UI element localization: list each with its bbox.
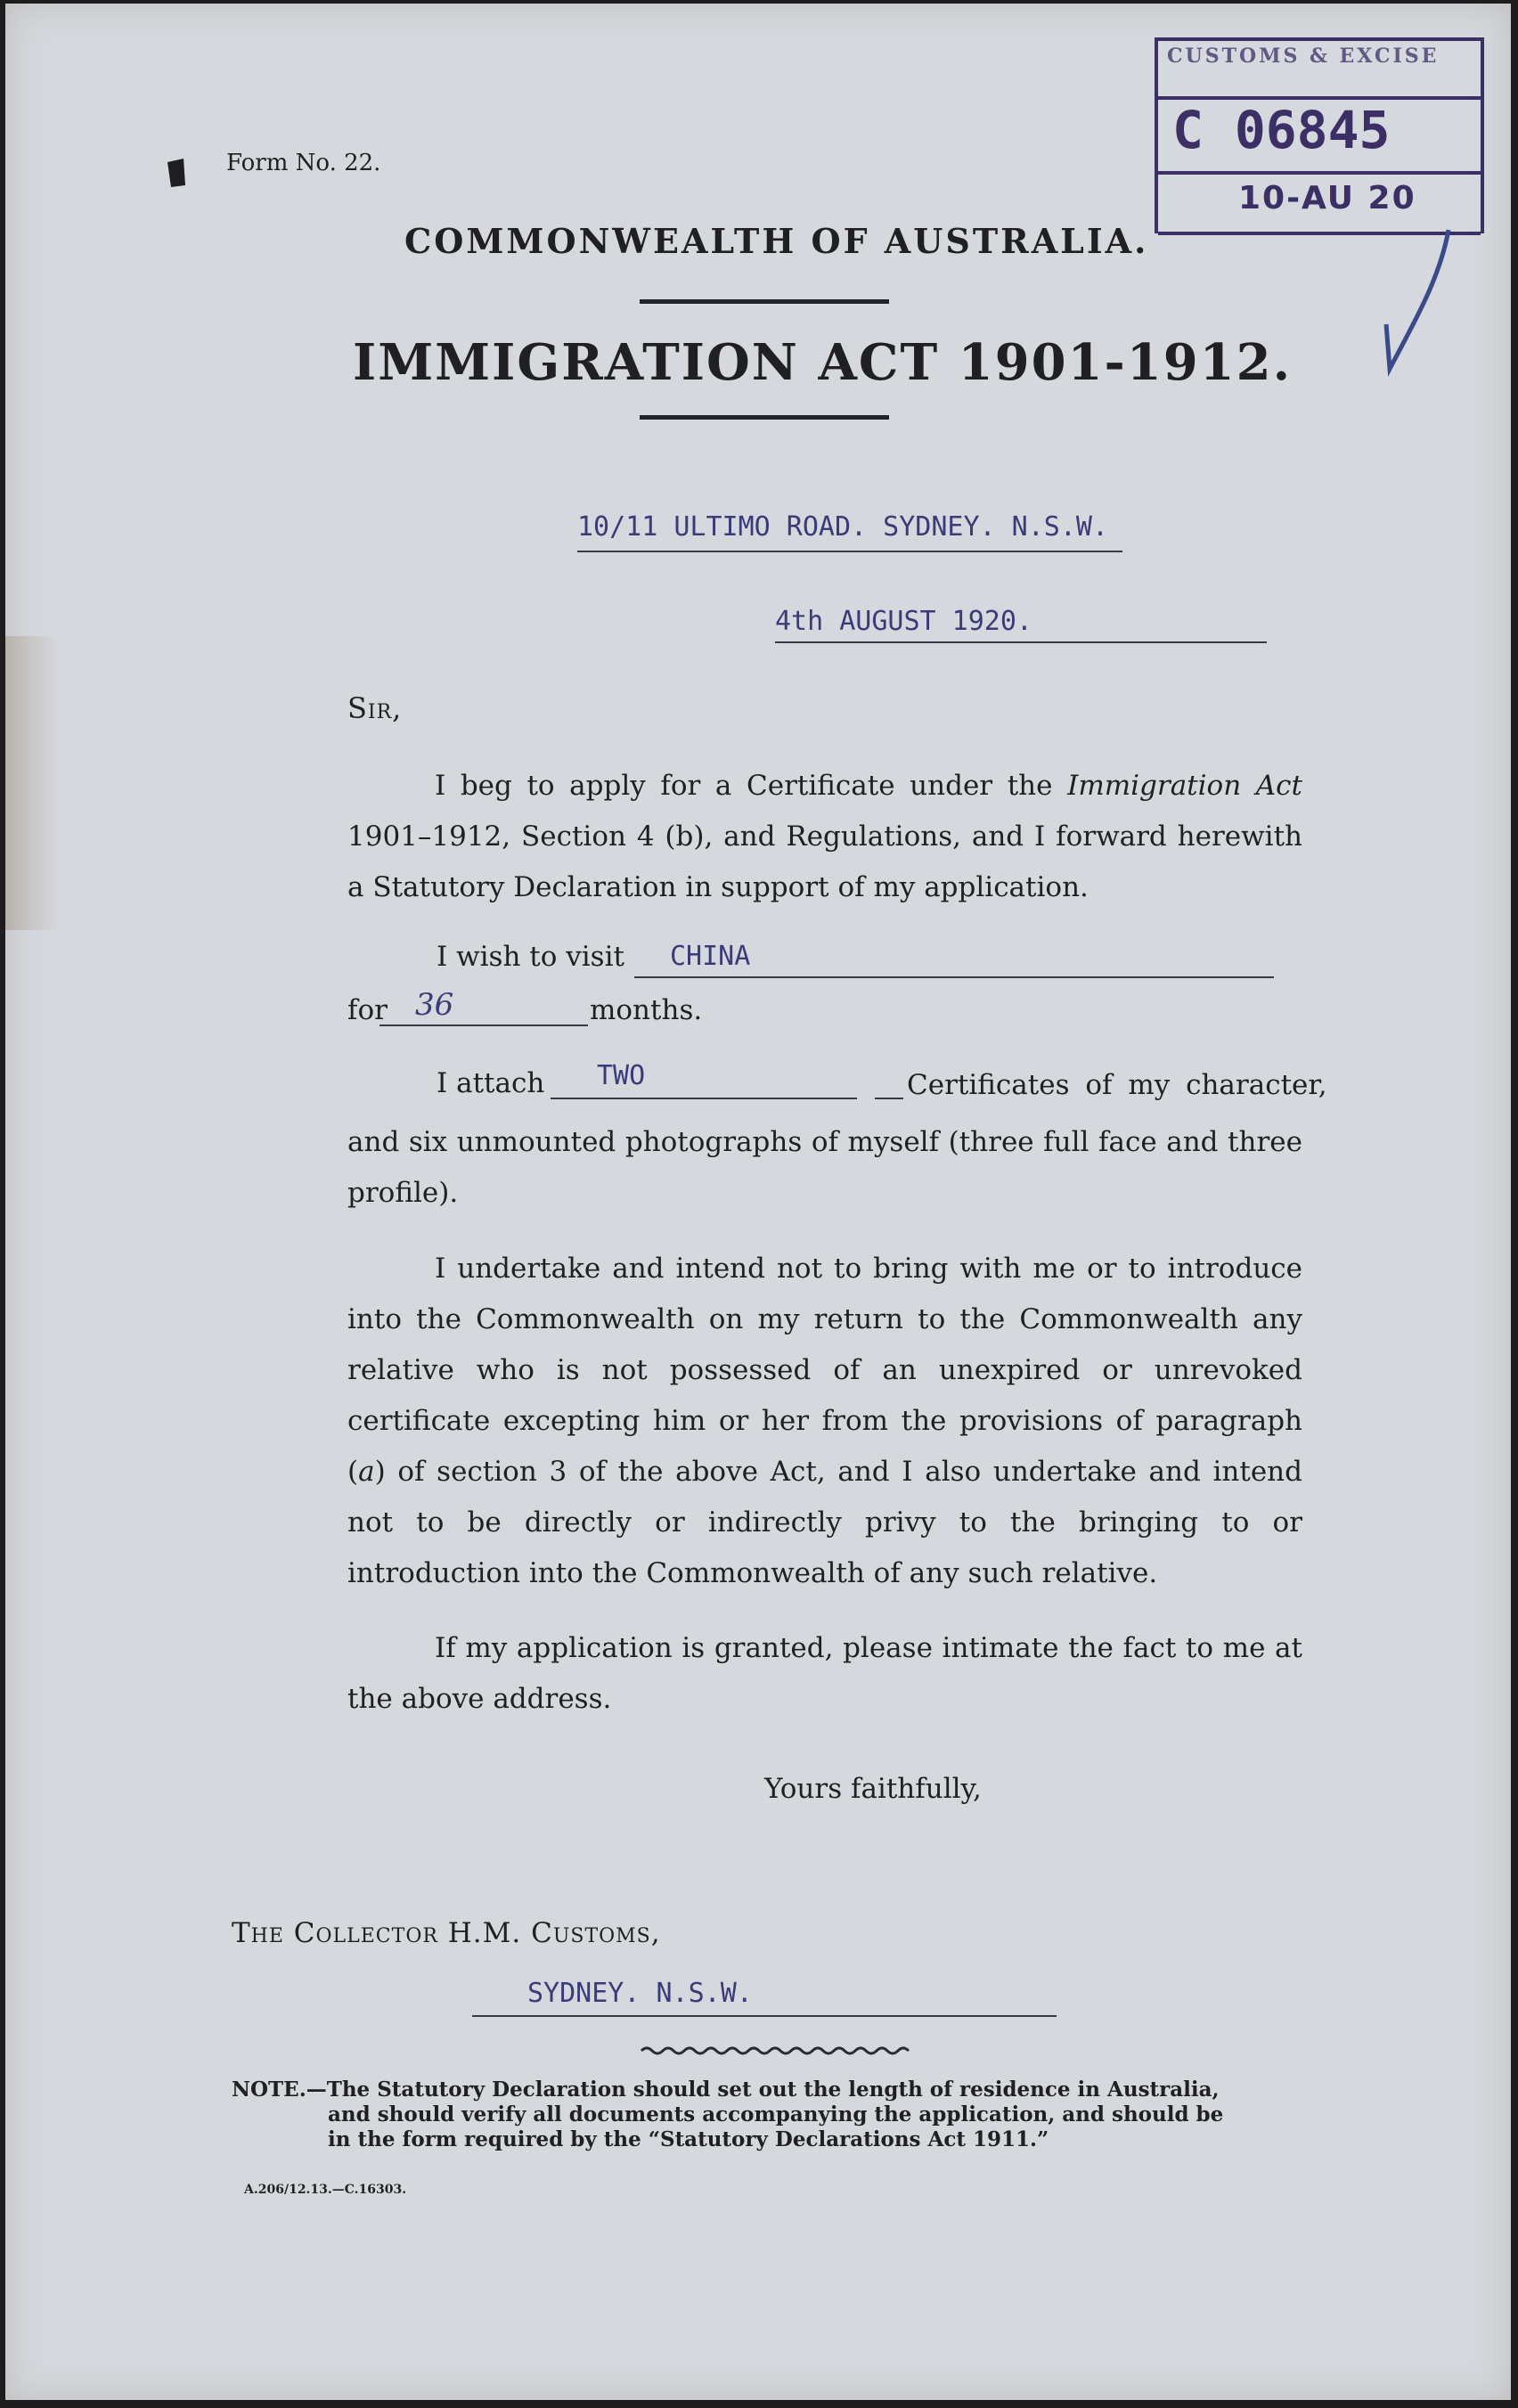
- duration-prefix: for: [347, 994, 388, 1026]
- tick-mark: [1377, 226, 1466, 378]
- salutation: Sir,: [347, 691, 403, 725]
- duration-months: 36: [415, 987, 454, 1023]
- attach-count: TWO: [597, 1060, 646, 1091]
- stamp-date: 10-AU 20: [1238, 180, 1416, 216]
- stamp-number: C 06845: [1172, 100, 1391, 160]
- note-label: NOTE.—: [232, 2077, 327, 2102]
- printer-code: A.206/12.13.—C.16303.: [244, 2183, 407, 2197]
- note-line-3: in the form required by the “Statutory Declarations Act 1911.”: [328, 2127, 1049, 2151]
- attach-after: Certificates of my character,: [907, 1069, 1327, 1101]
- document-page: [5, 4, 1511, 2400]
- stamp-header: CUSTOMS & EXCISE: [1167, 45, 1440, 68]
- application-paragraph: I beg to apply for a Certificate under the Immigration Act 1901–1912, Section 4 (b), and Regulations, and I forward herewith a Statutory Declaration in support of my application.: [347, 770, 1302, 903]
- note: [232, 2077, 1220, 2102]
- address: 10/11 ULTIMO ROAD. SYDNEY. N.S.W.: [577, 511, 1109, 543]
- hole-punch-mark: [160, 155, 192, 191]
- letter-date: 4th AUGUST 1920.: [775, 606, 1032, 637]
- form-number: Form No. 22.: [226, 150, 381, 176]
- divider-top: [640, 299, 889, 304]
- act-title: IMMIGRATION ACT 1901-1912.: [353, 333, 1293, 392]
- attach-label: I attach: [437, 1067, 545, 1099]
- visit-destination: CHINA: [670, 941, 751, 972]
- customs-stamp: [1155, 37, 1484, 233]
- closing: Yours faithfully,: [764, 1773, 982, 1805]
- divider-bottom: [640, 415, 889, 420]
- note-line-2: and should verify all documents accompanying the application, and should be: [328, 2102, 1224, 2126]
- attach-continuation: and six unmounted photographs of myself (three full face and three profile).: [347, 1126, 1302, 1209]
- duration-suffix: months.: [590, 994, 703, 1026]
- visit-label: I wish to visit: [437, 941, 624, 973]
- heading: COMMONWEALTH OF AUSTRALIA.: [404, 221, 1149, 261]
- note-line-1: The Statutory Declaration should set out the length of residence in Australia,: [326, 2077, 1220, 2102]
- addressee-city: SYDNEY. N.S.W.: [527, 1978, 753, 2009]
- addressee: The Collector H.M. Customs,: [232, 1917, 661, 1949]
- granted-paragraph: If my application is granted, please intimate the fact to me at the above address.: [347, 1632, 1302, 1715]
- undertaking-paragraph: I undertake and intend not to bring with me or to introduce into the Commonwealth on my return to the Commonwealth any relative who is not possessed of an unexpired or unrevoked certificate excepting him or her from the provisions of paragraph (a) of section 3 of the above Act, and I also undertake and intend not to be directly or indirectly privy to the bringing to or introduction into the Commonwealth of any such relative.: [347, 1253, 1302, 1589]
- paper-stain: [5, 636, 59, 930]
- wavy-divider: [640, 2044, 910, 2058]
